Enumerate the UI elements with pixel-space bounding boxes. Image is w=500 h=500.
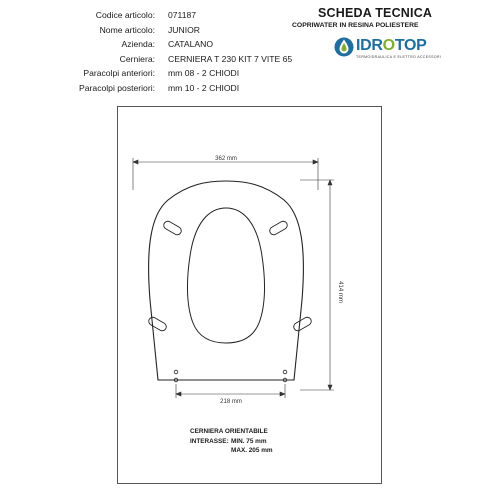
front-right-buffer-slot — [268, 220, 288, 236]
logo-text-suffix: TOP — [394, 37, 427, 54]
interasse-max: MAX. 205 mm — [231, 447, 273, 454]
interasse-min: MIN. 75 mm — [231, 437, 267, 445]
hinge-hole — [283, 370, 287, 374]
front-left-buffer-slot — [162, 220, 182, 236]
width-dimension-label: 362 mm — [215, 156, 237, 162]
length-dimension-label: 414 mm — [337, 281, 343, 303]
hinge-note-title: CERNIERA ORIENTABILE — [190, 428, 268, 435]
spec-value: 071187 — [168, 10, 197, 20]
logo-text-prefix: ID — [356, 37, 372, 54]
spec-value: mm 08 - 2 CHIODI — [168, 68, 240, 78]
spec-value: CATALANO — [168, 39, 214, 49]
hinge-spacing-label: 218 mm — [220, 399, 242, 405]
length-dimension — [300, 180, 334, 390]
spec-label: Azienda: — [121, 39, 155, 49]
logo-tagline: TERMOIDRAULICA E ELETTRO ACCESSORI — [356, 55, 442, 59]
seat-outer-outline — [149, 181, 304, 380]
hinge-hole — [174, 370, 178, 374]
spec-value: JUNIOR — [168, 24, 200, 35]
hinge-note-max-row — [190, 446, 273, 456]
rear-right-buffer-slot — [292, 316, 312, 332]
spec-label: Codice articolo: — [95, 10, 155, 20]
spec-label: Paracolpi posteriori: — [79, 82, 155, 93]
spec-value: CERNIERA T 230 KIT 7 VITE 65 — [168, 53, 293, 64]
interasse-label: INTERASSE: — [190, 437, 229, 445]
rear-left-buffer-slot — [147, 316, 167, 332]
width-dimension — [133, 158, 318, 190]
page-subtitle: COPRIWATER IN RESINA POLIESTERE — [292, 22, 419, 29]
spec-label: Cerniera: — [119, 53, 155, 64]
hinge-spacing-dimension — [176, 384, 285, 398]
logo-o-mark: O — [382, 37, 395, 54]
logo-text-r: R — [371, 37, 383, 54]
page-title: SCHEDA TECNICA — [318, 6, 433, 20]
spec-label: Paracolpi anteriori: — [83, 68, 155, 78]
spec-label: Nome articolo: — [99, 24, 155, 35]
seat-inner-opening — [187, 208, 264, 343]
hinge-note — [190, 427, 273, 456]
spec-value: mm 10 - 2 CHIODI — [168, 82, 240, 93]
hinge-note-min-row — [190, 437, 268, 447]
